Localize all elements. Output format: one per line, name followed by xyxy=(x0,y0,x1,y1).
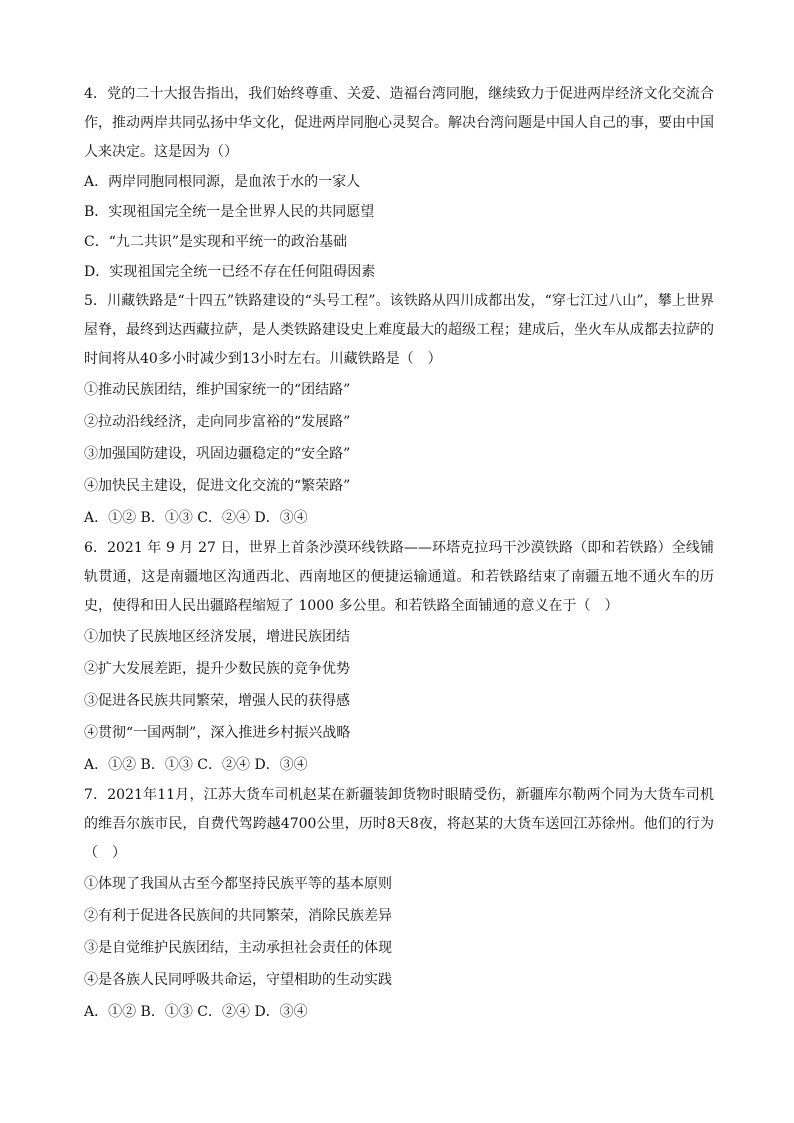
statement-2: ②有利于促进各民族间的共同繁荣，消除民族差异 xyxy=(84,908,392,924)
question-stem: 7．2021年11月，江苏大货车司机赵某在新疆装卸货物时眼睛受伤，新疆库尔勒两个同为大货车司机的维吾尔族市民，自费代驾跨越4700公里，历时8天8夜，将赵某的大货车送回江苏徐州。他们的行为（ ） xyxy=(84,787,714,861)
statement-4: ④加快民主建设，促进文化交流的“繁荣路” xyxy=(84,478,351,494)
question-4 xyxy=(84,80,714,287)
option-a: A．两岸同胞同根同源，是血浓于水的一家人 xyxy=(84,174,361,190)
statement-2: ②拉动沿线经济，走向同步富裕的“发展路” xyxy=(84,414,351,430)
question-7 xyxy=(84,781,714,1028)
option-b: B．实现祖国完全统一是全世界人民的共同愿望 xyxy=(84,204,375,220)
question-stem: 6．2021 年 9 月 27 日，世界上首条沙漠环线铁路——环塔克拉玛干沙漠铁路（即和若铁路）全线铺轨贯通，这是南疆地区沟通西北、西南地区的便捷运输通道。和若铁路结束了南疆五地不通火车的历史，使得和田人民出疆路程缩短了 1000 多公里。和若铁路全面铺通的意义在于（ ） xyxy=(84,540,714,614)
question-6 xyxy=(84,534,714,781)
statement-3: ③加强国防建设，巩固边疆稳定的“安全路” xyxy=(84,446,351,462)
statement-4: ④贯彻“一国两制”，深入推进乡村振兴战略 xyxy=(84,725,351,741)
question-stem: 5．川藏铁路是“十四五”铁路建设的“头号工程”。该铁路从四川成都出发，“穿七江过八山”，攀上世界屋脊，最终到达西藏拉萨，是人类铁路建设史上难度最大的超级工程；建成后，坐火车从成都去拉萨的时间将从40多小时减少到13小时左右。川藏铁路是（ ） xyxy=(84,293,714,367)
statement-4: ④是各族人民同呼吸共命运，守望相助的生动实践 xyxy=(84,972,392,988)
statement-3: ③是自觉维护民族团结，主动承担社会责任的体现 xyxy=(84,940,392,956)
option-c: C．“九二共识”是实现和平统一的政治基础 xyxy=(84,234,348,250)
statement-3: ③促进各民族共同繁荣，增强人民的获得感 xyxy=(84,693,350,709)
question-5 xyxy=(84,287,714,534)
exam-page xyxy=(84,80,714,1028)
statement-1: ①体现了我国从古至今都坚持民族平等的基本原则 xyxy=(84,876,392,892)
option-d: D．实现祖国完全统一已经不存在任何阻碍因素 xyxy=(84,264,376,280)
question-stem: 4．党的二十大报告指出，我们始终尊重、关爱、造福台湾同胞，继续致力于促进两岸经济文化交流合作，推动两岸共同弘扬中华文化，促进两岸同胞心灵契合。解决台湾问题是中国人自己的事，要由中国人来决定。这是因为（） xyxy=(84,86,714,160)
answer-options: A．①② B．①③ C．②④ D．③④ xyxy=(84,757,308,773)
statement-1: ①推动民族团结，维护国家统一的“团结路” xyxy=(84,382,351,398)
answer-options: A．①② B．①③ C．②④ D．③④ xyxy=(84,1004,308,1020)
statement-1: ①加快了民族地区经济发展，增进民族团结 xyxy=(84,629,350,645)
answer-options: A．①② B．①③ C．②④ D．③④ xyxy=(84,510,308,526)
statement-2: ②扩大发展差距，提升少数民族的竞争优势 xyxy=(84,661,350,677)
